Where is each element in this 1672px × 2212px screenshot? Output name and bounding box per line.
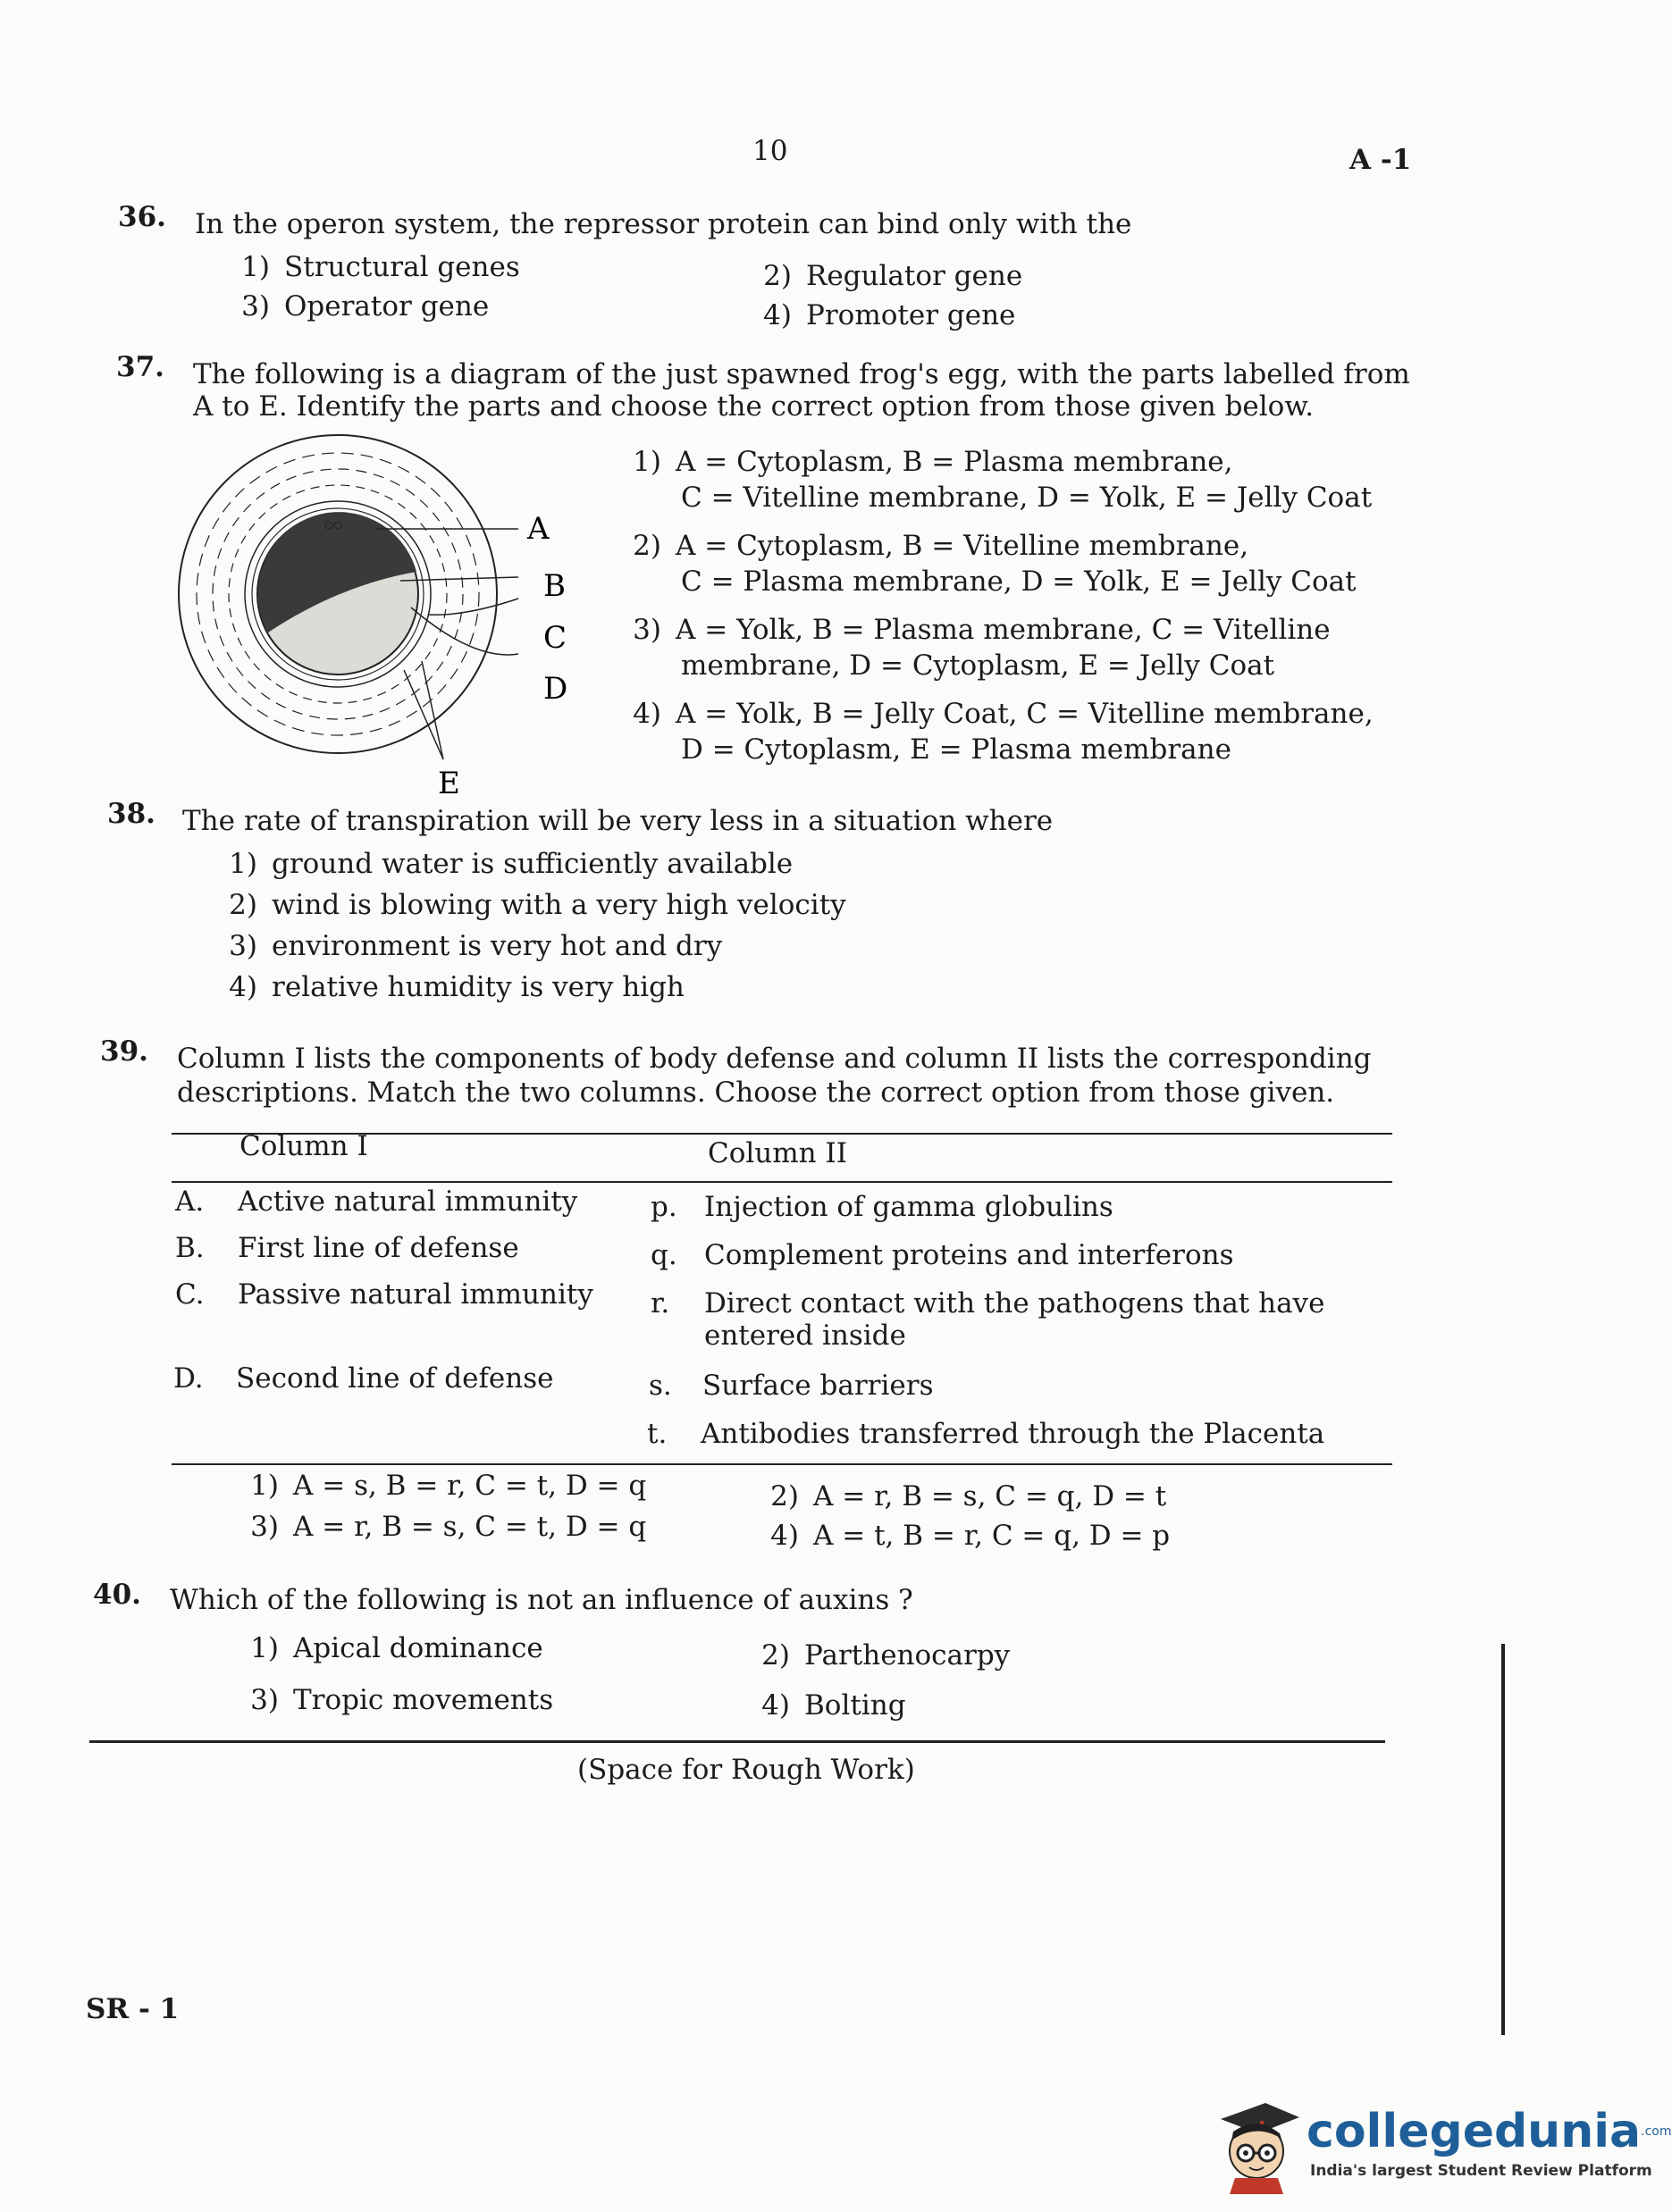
option-text: A = Yolk, B = Plasma membrane, C = Vitelline [676,614,1331,646]
option-text: relative humidity is very high [272,971,685,1003]
footer-code: SR - 1 [86,1993,180,2025]
option [229,1510,646,1544]
row-key: B. [175,1232,205,1264]
column-header: Column II [708,1137,847,1169]
option-text: A = s, B = r, C = t, D = q [293,1470,647,1502]
option-number: 2) [633,530,661,562]
option-number: 3) [229,930,257,962]
table-row [175,1231,519,1265]
option-number: 1) [241,251,270,283]
question-number: 39. [100,1035,148,1068]
question-number: 36. [118,201,166,233]
frog-egg-diagram [170,420,608,804]
option-number: 3) [241,290,270,323]
question-text: In the operon system, the repressor protein can bind only with the [195,208,1132,240]
logo-tagline: India's largest Student Review Platform [1310,2162,1652,2180]
option [742,259,1022,293]
row-text: entered inside [704,1320,906,1352]
question-text: descriptions. Match the two columns. Choose the correct option from those given. [177,1077,1335,1109]
option-text: Promoter gene [806,299,1016,331]
option-number: 3) [250,1684,279,1716]
table-row [175,1278,593,1311]
option-text: Structural genes [284,251,520,283]
row-key: t. [647,1418,668,1450]
option [220,250,520,284]
question-text: Which of the following is not an influence of auxins ? [170,1584,913,1616]
option [626,697,1374,731]
option [207,929,722,963]
option-number: 3) [250,1511,279,1543]
option [229,1631,543,1665]
option [740,1688,906,1722]
option-text: A = Cytoplasm, B = Plasma membrane, [676,446,1233,478]
option [220,289,489,323]
option [207,970,685,1004]
option-text: C = Vitelline membrane, D = Yolk, E = Jelly Coat [681,482,1373,514]
question-text: The rate of transpiration will be very less in a situation where [182,805,1054,837]
table-row [175,1185,577,1219]
option-text: membrane, D = Cytoplasm, E = Jelly Coat [681,649,1275,682]
pointer-e [404,670,443,759]
option [742,298,1015,332]
table-row [651,1190,1113,1224]
question-text: A to E. Identify the parts and choose the correct option from those given below. [193,390,1315,423]
option [626,613,1331,647]
row-text: Surface barriers [702,1370,934,1402]
question-text: Column I lists the components of body defense and column II lists the corresponding [177,1043,1372,1075]
table-rule [172,1463,1392,1465]
option [626,445,1232,479]
row-text: Active natural immunity [238,1186,578,1218]
option-number: 2) [770,1480,799,1512]
option-number: 4) [229,971,257,1003]
row-key: s. [649,1370,672,1402]
table-row [647,1417,1324,1451]
rough-work-note: (Space for Rough Work) [577,1754,915,1786]
option-number: 1) [229,848,257,880]
pointer-c [429,599,518,615]
pointer-d [411,607,518,655]
mascot-icon [1212,2096,1301,2194]
option-text: Tropic movements [293,1684,554,1716]
option-number: 4) [633,698,661,730]
option [749,1519,1170,1553]
label-e: E [438,766,460,801]
option-text: wind is blowing with a very high velocity [272,889,846,921]
label-b: B [543,568,566,604]
option-text: A = Yolk, B = Jelly Coat, C = Vitelline membrane, [676,698,1374,730]
option-text: C = Plasma membrane, D = Yolk, E = Jelly Coat [681,566,1357,598]
pointer-e [422,661,443,759]
option [229,1683,553,1717]
row-text: Injection of gamma globulins [704,1191,1113,1223]
page-number: 10 [752,135,788,167]
row-key: r. [651,1287,670,1320]
option-text: A = Cytoplasm, B = Vitelline membrane, [676,530,1249,562]
option-text: Regulator gene [806,260,1023,292]
option [229,1469,646,1503]
logo-suffix: .com [1641,2124,1672,2139]
collegedunia-logo[interactable] [1212,2096,1672,2194]
question-number: 40. [93,1579,141,1611]
table-rule [172,1181,1392,1183]
option-text: A = r, B = s, C = t, D = q [293,1511,647,1543]
row-key: p. [651,1191,677,1223]
paper-code: A -1 [1349,144,1412,176]
logo-name: collegedunia [1307,2105,1642,2158]
option-number: 4) [763,299,792,331]
row-key: D. [173,1362,204,1395]
option [740,1638,1010,1672]
option-text: Operator gene [284,290,490,323]
option-number: 1) [633,446,661,478]
option-text: Parthenocarpy [804,1639,1011,1672]
label-a: A [527,511,550,547]
row-key: C. [175,1278,205,1311]
option-number: 1) [250,1632,279,1664]
row-text: Direct contact with the pathogens that have [704,1287,1325,1320]
row-text: Second line of defense [236,1362,554,1395]
table-row [649,1369,934,1403]
option-number: 3) [633,614,661,646]
question-number: 38. [107,798,155,830]
option-number: 1) [250,1470,279,1502]
option-text: environment is very hot and dry [272,930,723,962]
option-number: 2) [761,1639,790,1672]
question-number: 37. [116,351,164,383]
option [749,1479,1166,1513]
pointer-b [400,577,518,581]
label-d: D [543,671,568,707]
option-number: 2) [229,889,257,921]
row-text: Antibodies transferred through the Placenta [701,1418,1325,1450]
row-text: First line of defense [238,1232,519,1264]
row-key: q. [651,1239,677,1271]
section-rule [89,1740,1385,1743]
option-text: ground water is sufficiently available [272,848,794,880]
option-number: 2) [763,260,792,292]
option-text: D = Cytoplasm, E = Plasma membrane [681,733,1231,766]
option [207,888,846,922]
row-text: Passive natural immunity [238,1278,593,1311]
option-text: Apical dominance [293,1632,543,1664]
option [207,847,793,881]
row-key: A. [175,1186,205,1218]
label-c: C [543,620,567,656]
table-row [651,1286,1324,1320]
option-number: 4) [761,1689,790,1722]
option-text: A = r, B = s, C = q, D = t [813,1480,1167,1512]
row-text: Complement proteins and interferons [704,1239,1234,1271]
option-number: 4) [770,1520,799,1552]
margin-line [1501,1644,1505,2035]
option [626,529,1248,563]
question-text: The following is a diagram of the just spawned frog's egg, with the parts labelled from [193,358,1410,390]
option-text: A = t, B = r, C = q, D = p [813,1520,1171,1552]
column-header: Column I [239,1130,368,1162]
option-text: Bolting [804,1689,906,1722]
table-row [651,1238,1234,1272]
table-row [173,1362,554,1395]
